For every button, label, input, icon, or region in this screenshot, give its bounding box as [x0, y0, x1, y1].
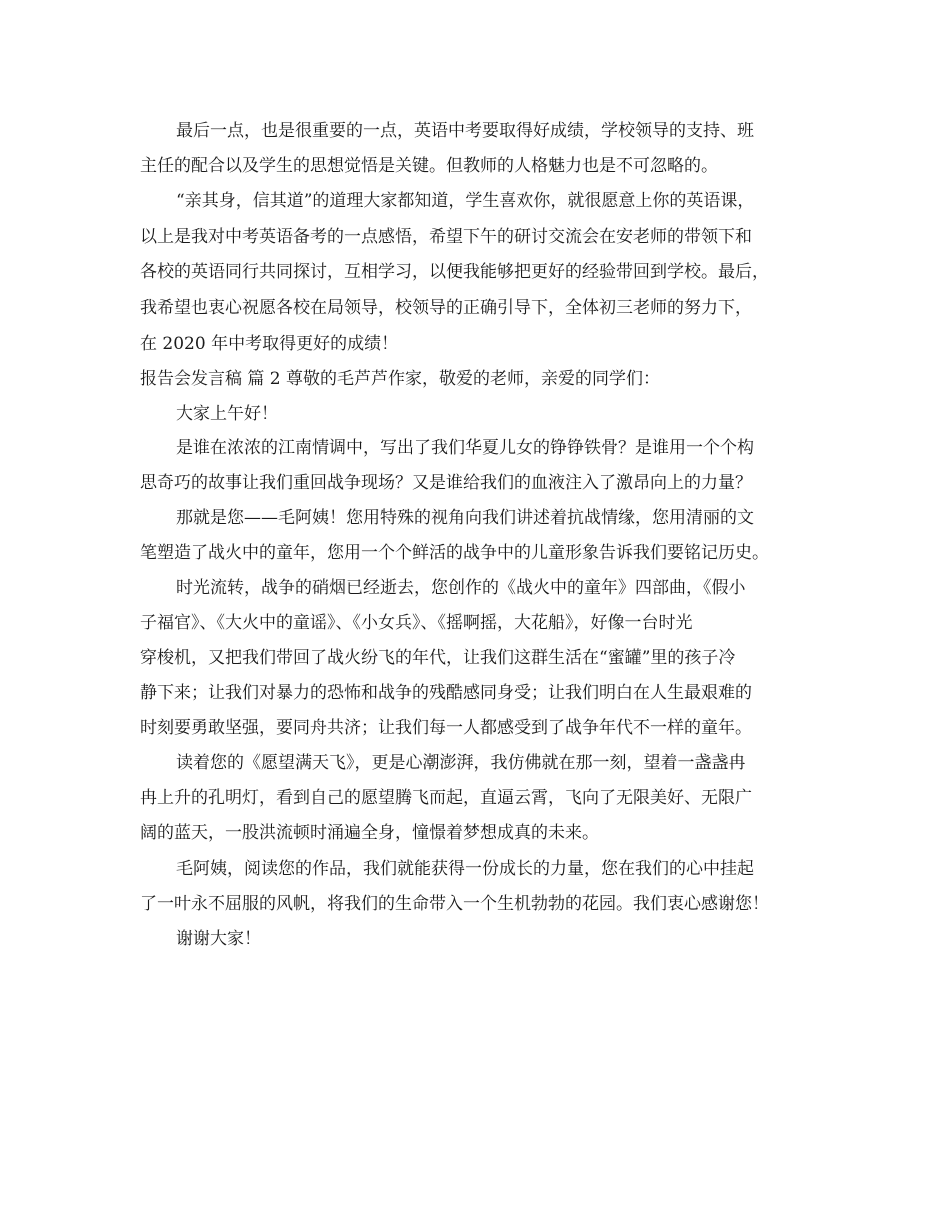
text-line: 冉上升的孔明灯，看到自己的愿望腾飞而起，直逼云霄，飞向了无限美好、无限广 [140, 788, 752, 808]
text-line: 大家上午好！ [176, 404, 278, 424]
text-line: 读着您的《愿望满天飞》，更是心潮澎湃，我仿佛就在那一刻，望着一盏盏冉 [176, 753, 746, 773]
text-line: 我希望也衷心祝愿各校在局领导，校领导的正确引导下，全体初三老师的努力下， [140, 298, 752, 318]
text-line: 最后一点，也是很重要的一点，英语中考要取得好成绩，学校领导的支持、班 [176, 121, 754, 141]
text-line: 毛阿姨，阅读您的作品，我们就能获得一份成长的力量，您在我们的心中挂起 [176, 859, 754, 879]
text-line: 是谁在浓浓的江南情调中，写出了我们华夏儿女的铮铮铁骨？是谁用一个个构 [176, 438, 754, 458]
section-heading: 报告会发言稿 篇 2 尊敬的毛芦芦作家，敬爱的老师，亲爱的同学们： [140, 369, 661, 389]
text-line: 了一叶永不屈服的风帆，将我们的生命带入一个生机勃勃的花园。我们衷心感谢您！ [140, 894, 769, 914]
text-line: 子福官》、《大火中的童谣》、《小女兵》、《摇啊摇，大花船》，好像一台时光 [140, 613, 693, 633]
text-line: 静下来；让我们对暴力的恐怖和战争的残酷感同身受；让我们明白在人生最艰难的 [140, 683, 752, 703]
text-line: 穿梭机，又把我们带回了战火纷飞的年代，让我们这群生活在“蜜罐”里的孩子冷 [140, 648, 736, 668]
text-line: 以上是我对中考英语备考的一点感悟，希望下午的研讨交流会在安老师的带领下和 [140, 227, 752, 247]
text-line: 谢谢大家！ [176, 929, 261, 949]
text-line: 时刻要勇敢坚强，要同舟共济；让我们每一人都感受到了战争年代不一样的童年。 [140, 718, 752, 738]
text-line: 阔的蓝天，一股洪流顿时涌遍全身，憧憬着梦想成真的未来。 [140, 823, 599, 843]
text-line: 笔塑造了战火中的童年，您用一个个鲜活的战争中的儿童形象告诉我们要铭记历史。 [140, 543, 769, 563]
text-line: “亲其身，信其道”的道理大家都知道，学生喜欢你，就很愿意上你的英语课， [176, 191, 755, 211]
text-line: 时光流转，战争的硝烟已经逝去，您创作的《战火中的童年》四部曲，《假小 [176, 578, 746, 598]
text-line: 那就是您——毛阿姨！您用特殊的视角向我们讲述着抗战情缘，您用清丽的文 [176, 508, 754, 528]
text-line: 思奇巧的故事让我们重回战争现场？又是谁给我们的血液注入了激昂向上的力量？ [140, 473, 752, 493]
text-line: 主任的配合以及学生的思想觉悟是关键。但教师的人格魅力也是不可忽略的。 [140, 156, 718, 176]
text-line: 在 2020 年中考取得更好的成绩！ [140, 334, 399, 354]
text-line: 各校的英语同行共同探讨，互相学习，以便我能够把更好的经验带回到学校。最后， [140, 262, 769, 282]
